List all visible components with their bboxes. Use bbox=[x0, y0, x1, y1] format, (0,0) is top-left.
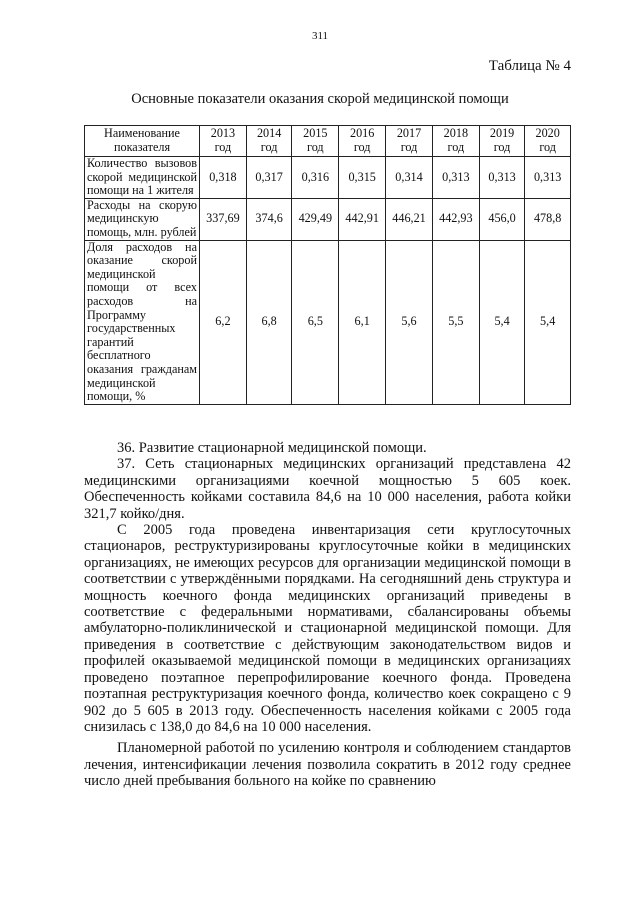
table-cell: 5,4 bbox=[525, 240, 571, 404]
table-row bbox=[85, 198, 571, 240]
header-year: 2018 год bbox=[432, 126, 479, 157]
table-cell: 5,4 bbox=[479, 240, 525, 404]
header-year: 2013 год bbox=[200, 126, 247, 157]
table-cell: 337,69 bbox=[200, 198, 247, 240]
table-cell: 456,0 bbox=[479, 198, 525, 240]
table-cell: 0,316 bbox=[292, 157, 339, 199]
table-cell: 6,2 bbox=[200, 240, 247, 404]
table-cell: 6,5 bbox=[292, 240, 339, 404]
table-row bbox=[85, 157, 571, 199]
table-cell: 429,49 bbox=[292, 198, 339, 240]
table-cell: 478,8 bbox=[525, 198, 571, 240]
table-cell: 0,313 bbox=[479, 157, 525, 199]
table-cell: 0,314 bbox=[386, 157, 433, 199]
header-year: 2019 год bbox=[479, 126, 525, 157]
section-heading: 36. Развитие стационарной медицинской помощи. bbox=[117, 440, 427, 456]
table-cell: 446,21 bbox=[386, 198, 433, 240]
table-cell: 442,91 bbox=[339, 198, 386, 240]
table-cell: 0,313 bbox=[432, 157, 479, 199]
table-cell: 6,1 bbox=[339, 240, 386, 404]
table-cell: 374,6 bbox=[246, 198, 292, 240]
table-cell: 442,93 bbox=[432, 198, 479, 240]
header-year: 2017 год bbox=[386, 126, 433, 157]
paragraph: 37. Сеть стационарных медицинских организаций представлена 42 медицинскими организациями коечной мощностью 5 605 коек. Обеспеченность койками составила 84,6 на 10 000 населения, работа койки 321,7 койко/дня. bbox=[84, 456, 571, 522]
table-header-row bbox=[85, 126, 571, 157]
paragraph: С 2005 года проведена инвентаризация сети круглосуточных стационаров, реструктуризированы круглосуточные койки в медицинских организациях, не имеющих ресурсов для организации медицинской помощи в соответствии с утверждёнными порядками. На сегодняшний день структура и мощность коечного фонда медицинских организаций приведены в соответствие с федеральными нормативами, сбалансированы объемы амбулаторно-поликлинической и стационарной медицинской помощи. Для приведения в соответствие с действующим законодательством видов и профилей оказываемой медицинской помощи в медицинских организациях проведено поэтапное перепрофилирование коечного фонда. Проведена поэтапная реструктуризация коечного фонда, количество коек сокращено с 9 902 до 5 605 в 2013 году. Обеспеченность населения койками с 2005 года снизилась с 138,0 до 84,6 на 10 000 населения. bbox=[84, 522, 571, 735]
paragraph: Планомерной работой по усилению контроля и соблюдением стандартов лечения, интенсификации лечения позволила сократить в 2012 году среднее число дней пребывания больного на койке по сравнению bbox=[84, 740, 571, 790]
table-cell: 5,6 bbox=[386, 240, 433, 404]
body-text bbox=[84, 440, 571, 790]
table-cell: 0,313 bbox=[525, 157, 571, 199]
table-cell: 5,5 bbox=[432, 240, 479, 404]
table-title: Основные показатели оказания скорой медицинской помощи bbox=[131, 91, 509, 107]
table-label: Таблица № 4 bbox=[488, 58, 571, 74]
table-row bbox=[85, 240, 571, 404]
table-cell: 0,317 bbox=[246, 157, 292, 199]
header-year: 2014 год bbox=[246, 126, 292, 157]
table-cell: 6,8 bbox=[246, 240, 292, 404]
header-year: 2016 год bbox=[339, 126, 386, 157]
indicators-table bbox=[84, 125, 571, 405]
page-number: 311 bbox=[311, 30, 329, 42]
table-cell: 0,315 bbox=[339, 157, 386, 199]
header-year: 2015 год bbox=[292, 126, 339, 157]
header-indicator-name: Наименование показателя bbox=[85, 126, 200, 157]
header-year: 2020 год bbox=[525, 126, 571, 157]
row-label: Расходы на скорую медицинскую помощь, млн. рублей bbox=[85, 198, 200, 240]
row-label: Доля расходов на оказание скорой медицинской помощи от всех расходов на Программу государственных гарантий бесплатного оказания гражданам медицинской помощи, % bbox=[85, 240, 200, 404]
row-label: Количество вызовов скорой медицинской помощи на 1 жителя bbox=[85, 157, 200, 199]
table-cell: 0,318 bbox=[200, 157, 247, 199]
